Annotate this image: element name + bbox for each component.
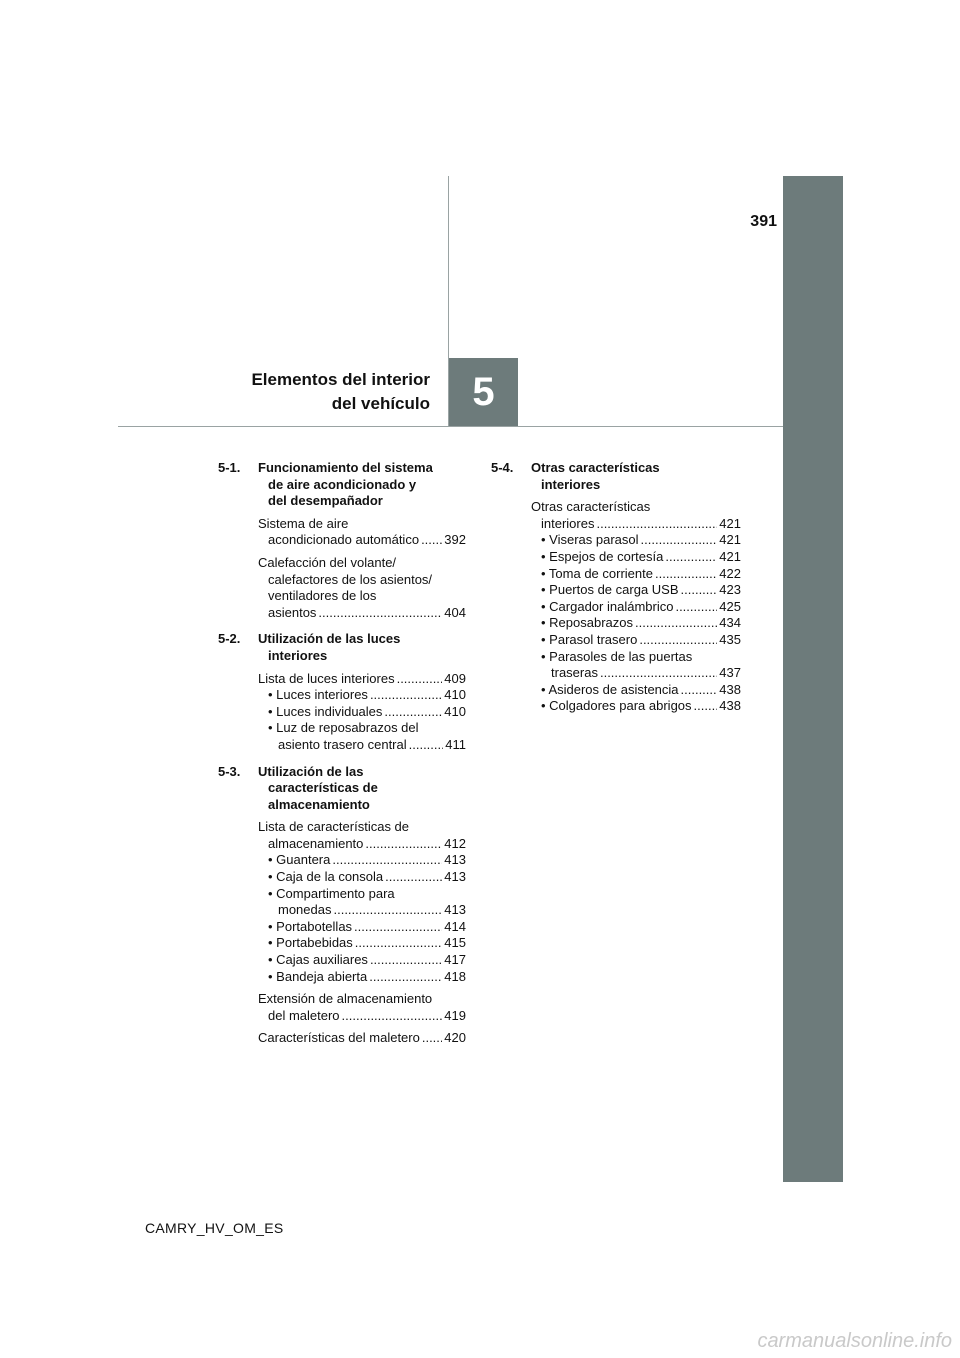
entry-page: 421	[719, 515, 741, 531]
section-number: 5-4.	[491, 460, 514, 475]
toc-entry[interactable]	[531, 632, 741, 649]
entry-page: 415	[444, 935, 466, 951]
entry-page: 409	[444, 670, 466, 686]
leader-dots	[333, 902, 442, 919]
toc-entry[interactable]	[531, 566, 741, 583]
entry-label: • Compartimento para	[268, 885, 395, 901]
entry-page: 420	[444, 1030, 466, 1046]
entry-label: • Guantera	[268, 852, 331, 868]
entry-label: • Parasoles de las puertas	[541, 648, 693, 664]
toc-entry[interactable]	[258, 935, 466, 952]
entry-label: • Puertos de carga USB	[541, 582, 679, 598]
entry-page: 423	[719, 582, 741, 598]
leader-dots	[370, 687, 442, 704]
leader-dots	[318, 605, 442, 622]
leader-dots	[385, 869, 442, 886]
toc-entry[interactable]	[531, 615, 741, 632]
entry-label: Calefacción del volante/	[258, 554, 397, 570]
entry-label: asiento trasero central	[278, 736, 407, 752]
entry-label: • Colgadores para abrigos	[541, 698, 692, 714]
leader-dots	[675, 599, 717, 616]
toc-column-right	[491, 460, 741, 725]
entry-page: 438	[719, 698, 741, 714]
entry-page: 413	[444, 852, 466, 868]
entry-page: 425	[719, 598, 741, 614]
entry-page: 418	[444, 968, 466, 984]
section-heading	[218, 460, 466, 510]
leader-dots	[421, 532, 442, 549]
toc-entry[interactable]	[258, 671, 466, 688]
toc-entry[interactable]	[531, 582, 741, 599]
entry-label: ventiladores de los	[268, 588, 377, 604]
leader-dots	[370, 952, 442, 969]
entry-label: • Luz de reposabrazos del	[268, 720, 419, 736]
toc-entry[interactable]	[258, 869, 466, 886]
entry-label: • Toma de corriente	[541, 565, 653, 581]
entry-page: 413	[444, 902, 466, 918]
entry-label: Otras características	[531, 499, 651, 515]
toc-entry[interactable]	[258, 969, 466, 986]
entry-label: • Reposabrazos	[541, 615, 633, 631]
entry-page: 435	[719, 631, 741, 647]
toc-entry[interactable]	[531, 549, 741, 566]
entry-page: 410	[444, 687, 466, 703]
toc-entry[interactable]	[258, 720, 466, 753]
toc-entry[interactable]	[531, 599, 741, 616]
chapter-side-tab	[783, 176, 843, 1182]
entry-page: 392	[444, 532, 466, 548]
chapter-title-line1: Elementos del interior	[251, 370, 430, 389]
entry-label: • Luces interiores	[268, 687, 368, 703]
entry-label: • Portabotellas	[268, 918, 353, 934]
toc-entry[interactable]	[531, 698, 741, 715]
entry-label: • Luces individuales	[268, 703, 383, 719]
chapter-title	[190, 368, 430, 416]
section-heading	[218, 764, 466, 814]
entry-label: • Parasol trasero	[541, 631, 638, 647]
entry-label: Lista de luces interiores	[258, 670, 395, 686]
entry-label: calefactores de los asientos/	[268, 571, 433, 587]
leader-dots	[600, 665, 717, 682]
entry-page: 411	[445, 736, 466, 752]
entry-page: 422	[719, 565, 741, 581]
entry-page: 404	[444, 604, 466, 620]
horizontal-divider	[118, 426, 783, 427]
toc-entry[interactable]	[258, 1030, 466, 1047]
entry-page: 421	[719, 548, 741, 564]
section-title[interactable]: Funcionamiento del sistema de aire acondicionado y del desempañador	[258, 460, 433, 509]
entry-page: 417	[444, 952, 466, 968]
entry-label: Sistema de aire	[258, 515, 349, 531]
toc-entry[interactable]	[531, 649, 741, 682]
toc-section-5-3	[218, 764, 466, 1048]
entry-page: 419	[444, 1007, 466, 1023]
leader-dots	[665, 549, 717, 566]
leader-dots	[596, 516, 717, 533]
toc-entry[interactable]	[258, 991, 466, 1024]
toc-entry[interactable]	[258, 555, 466, 621]
entry-label: • Asideros de asistencia	[541, 681, 679, 697]
toc-entry[interactable]	[258, 704, 466, 721]
entry-label: almacenamiento	[268, 835, 364, 851]
leader-dots	[369, 969, 442, 986]
entry-page: 414	[444, 918, 466, 934]
leader-dots	[681, 582, 718, 599]
section-number: 5-1.	[218, 460, 241, 475]
entry-label: • Espejos de cortesía	[541, 548, 664, 564]
entry-label: • Bandeja abierta	[268, 968, 368, 984]
leader-dots	[694, 698, 718, 715]
section-title[interactable]: Utilización de las luces interiores	[258, 631, 401, 663]
leader-dots	[681, 682, 718, 699]
toc-section-5-2	[218, 631, 466, 753]
leader-dots	[397, 671, 443, 688]
chapter-number-box	[449, 358, 518, 426]
leader-dots	[355, 935, 443, 952]
toc-entry[interactable]	[531, 499, 741, 532]
toc-entry[interactable]	[258, 852, 466, 869]
entry-label: Lista de características de	[258, 819, 410, 835]
toc-entry[interactable]	[531, 682, 741, 699]
leader-dots	[639, 632, 717, 649]
entry-label: • Cargador inalámbrico	[541, 598, 674, 614]
leader-dots	[365, 836, 442, 853]
entry-label: • Caja de la consola	[268, 869, 384, 885]
toc-section-5-4	[491, 460, 741, 715]
entry-page: 410	[444, 703, 466, 719]
toc-entry[interactable]	[258, 919, 466, 936]
toc-section-5-1	[218, 460, 466, 621]
toc-entry[interactable]	[258, 819, 466, 852]
toc-entry[interactable]	[258, 886, 466, 919]
entry-label: asientos	[268, 604, 317, 620]
entry-label: monedas	[278, 902, 332, 918]
leader-dots	[422, 1030, 442, 1047]
section-title[interactable]: Otras características interiores	[531, 460, 660, 492]
entry-page: 413	[444, 869, 466, 885]
entry-page: 434	[719, 615, 741, 631]
section-title[interactable]: Utilización de las características de almacenamiento	[258, 763, 378, 812]
entry-label: acondicionado automático	[268, 532, 420, 548]
watermark: carmanualsonline.info	[757, 1330, 952, 1352]
manual-code: CAMRY_HV_OM_ES	[145, 1220, 284, 1236]
leader-dots	[655, 566, 717, 583]
entry-label: • Cajas auxiliares	[268, 952, 368, 968]
toc-entry[interactable]	[258, 687, 466, 704]
entry-label: Características del maletero	[258, 1030, 420, 1046]
entry-page: 438	[719, 681, 741, 697]
leader-dots	[409, 737, 444, 754]
entry-page: 437	[719, 665, 741, 681]
chapter-title-line2: del vehículo	[331, 394, 430, 413]
toc-column-left	[218, 460, 466, 1057]
entry-label: • Portabebidas	[268, 935, 353, 951]
section-heading	[491, 460, 741, 493]
leader-dots	[332, 852, 442, 869]
leader-dots	[641, 532, 718, 549]
leader-dots	[384, 704, 442, 721]
entry-label: del maletero	[268, 1007, 340, 1023]
entry-label: Extensión de almacenamiento	[258, 991, 433, 1007]
entry-label: traseras	[551, 665, 598, 681]
toc-entry[interactable]	[531, 532, 741, 549]
entry-label: interiores	[541, 515, 595, 531]
leader-dots	[342, 1008, 443, 1025]
leader-dots	[635, 615, 717, 632]
entry-label: • Viseras parasol	[541, 532, 639, 548]
toc-entry[interactable]	[258, 516, 466, 549]
chapter-number: 5	[472, 369, 495, 414]
section-heading	[218, 631, 466, 664]
section-number: 5-3.	[218, 763, 241, 779]
section-number: 5-2.	[218, 631, 241, 647]
leader-dots	[354, 919, 442, 936]
entry-page: 421	[719, 532, 741, 548]
page-number: 391	[750, 213, 777, 230]
entry-page: 412	[444, 835, 466, 851]
toc-entry[interactable]	[258, 952, 466, 969]
